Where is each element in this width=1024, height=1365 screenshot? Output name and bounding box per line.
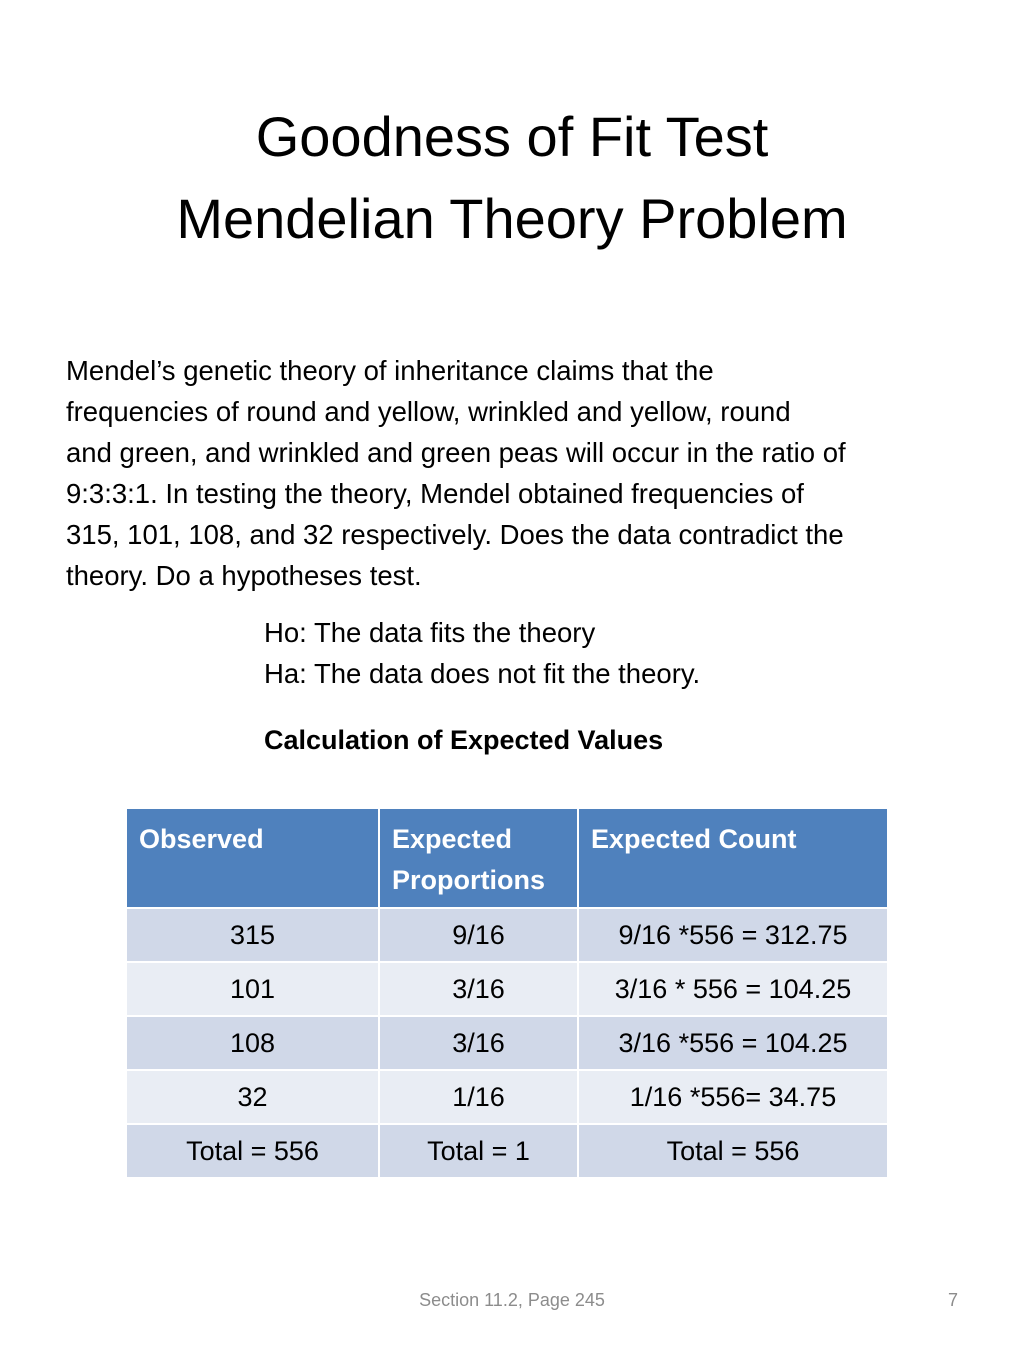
expected-values-table [125, 807, 889, 1179]
observed-cell: 32 [126, 1070, 379, 1124]
expected-count-cell: 9/16 *556 = 312.75 [578, 908, 888, 962]
problem-line: 9:3:3:1. In testing the theory, Mendel obtained frequencies of [66, 478, 804, 509]
proportion-cell: 1/16 [379, 1070, 578, 1124]
title-line-2: Mendelian Theory Problem [176, 187, 848, 250]
expected-count-cell: 3/16 * 556 = 104.25 [578, 962, 888, 1016]
expected-count-total-cell: Total = 556 [578, 1124, 888, 1178]
proportion-cell: 3/16 [379, 962, 578, 1016]
header-expected-count: Expected Count [578, 808, 888, 908]
observed-cell: 108 [126, 1016, 379, 1070]
problem-line: 315, 101, 108, and 32 respectively. Does the data contradict the [66, 519, 844, 550]
problem-line: frequencies of round and yellow, wrinkled and yellow, round [66, 396, 791, 427]
observed-cell: 101 [126, 962, 379, 1016]
header-expected-proportions: Expected Proportions [379, 808, 578, 908]
hypotheses [264, 612, 700, 694]
footer-source: Section 11.2, Page 245 [419, 1290, 605, 1310]
observed-cell: 315 [126, 908, 379, 962]
slide-title [0, 96, 1024, 260]
page-number: 7 [947, 1290, 958, 1310]
problem-line: theory. Do a hypotheses test. [66, 560, 422, 591]
table-header-row [126, 808, 888, 908]
expected-count-cell: 3/16 *556 = 104.25 [578, 1016, 888, 1070]
table-row [126, 962, 888, 1016]
calculation-heading: Calculation of Expected Values [264, 725, 664, 755]
table-row [126, 1016, 888, 1070]
proportion-cell: 3/16 [379, 1016, 578, 1070]
proportion-cell: 9/16 [379, 908, 578, 962]
header-observed: Observed [126, 808, 379, 908]
table-row [126, 1070, 888, 1124]
problem-line: and green, and wrinkled and green peas will occur in the ratio of [66, 437, 846, 468]
table-total-row [126, 1124, 888, 1178]
null-hypothesis: Ho: The data fits the theory [264, 617, 596, 648]
observed-total-cell: Total = 556 [126, 1124, 379, 1178]
title-line-1: Goodness of Fit Test [255, 105, 769, 168]
alternative-hypothesis: Ha: The data does not fit the theory. [264, 658, 701, 689]
table-row [126, 908, 888, 962]
expected-count-cell: 1/16 *556= 34.75 [578, 1070, 888, 1124]
problem-line: Mendel’s genetic theory of inheritance claims that the [66, 355, 714, 386]
problem-statement [66, 350, 966, 596]
proportion-total-cell: Total = 1 [379, 1124, 578, 1178]
